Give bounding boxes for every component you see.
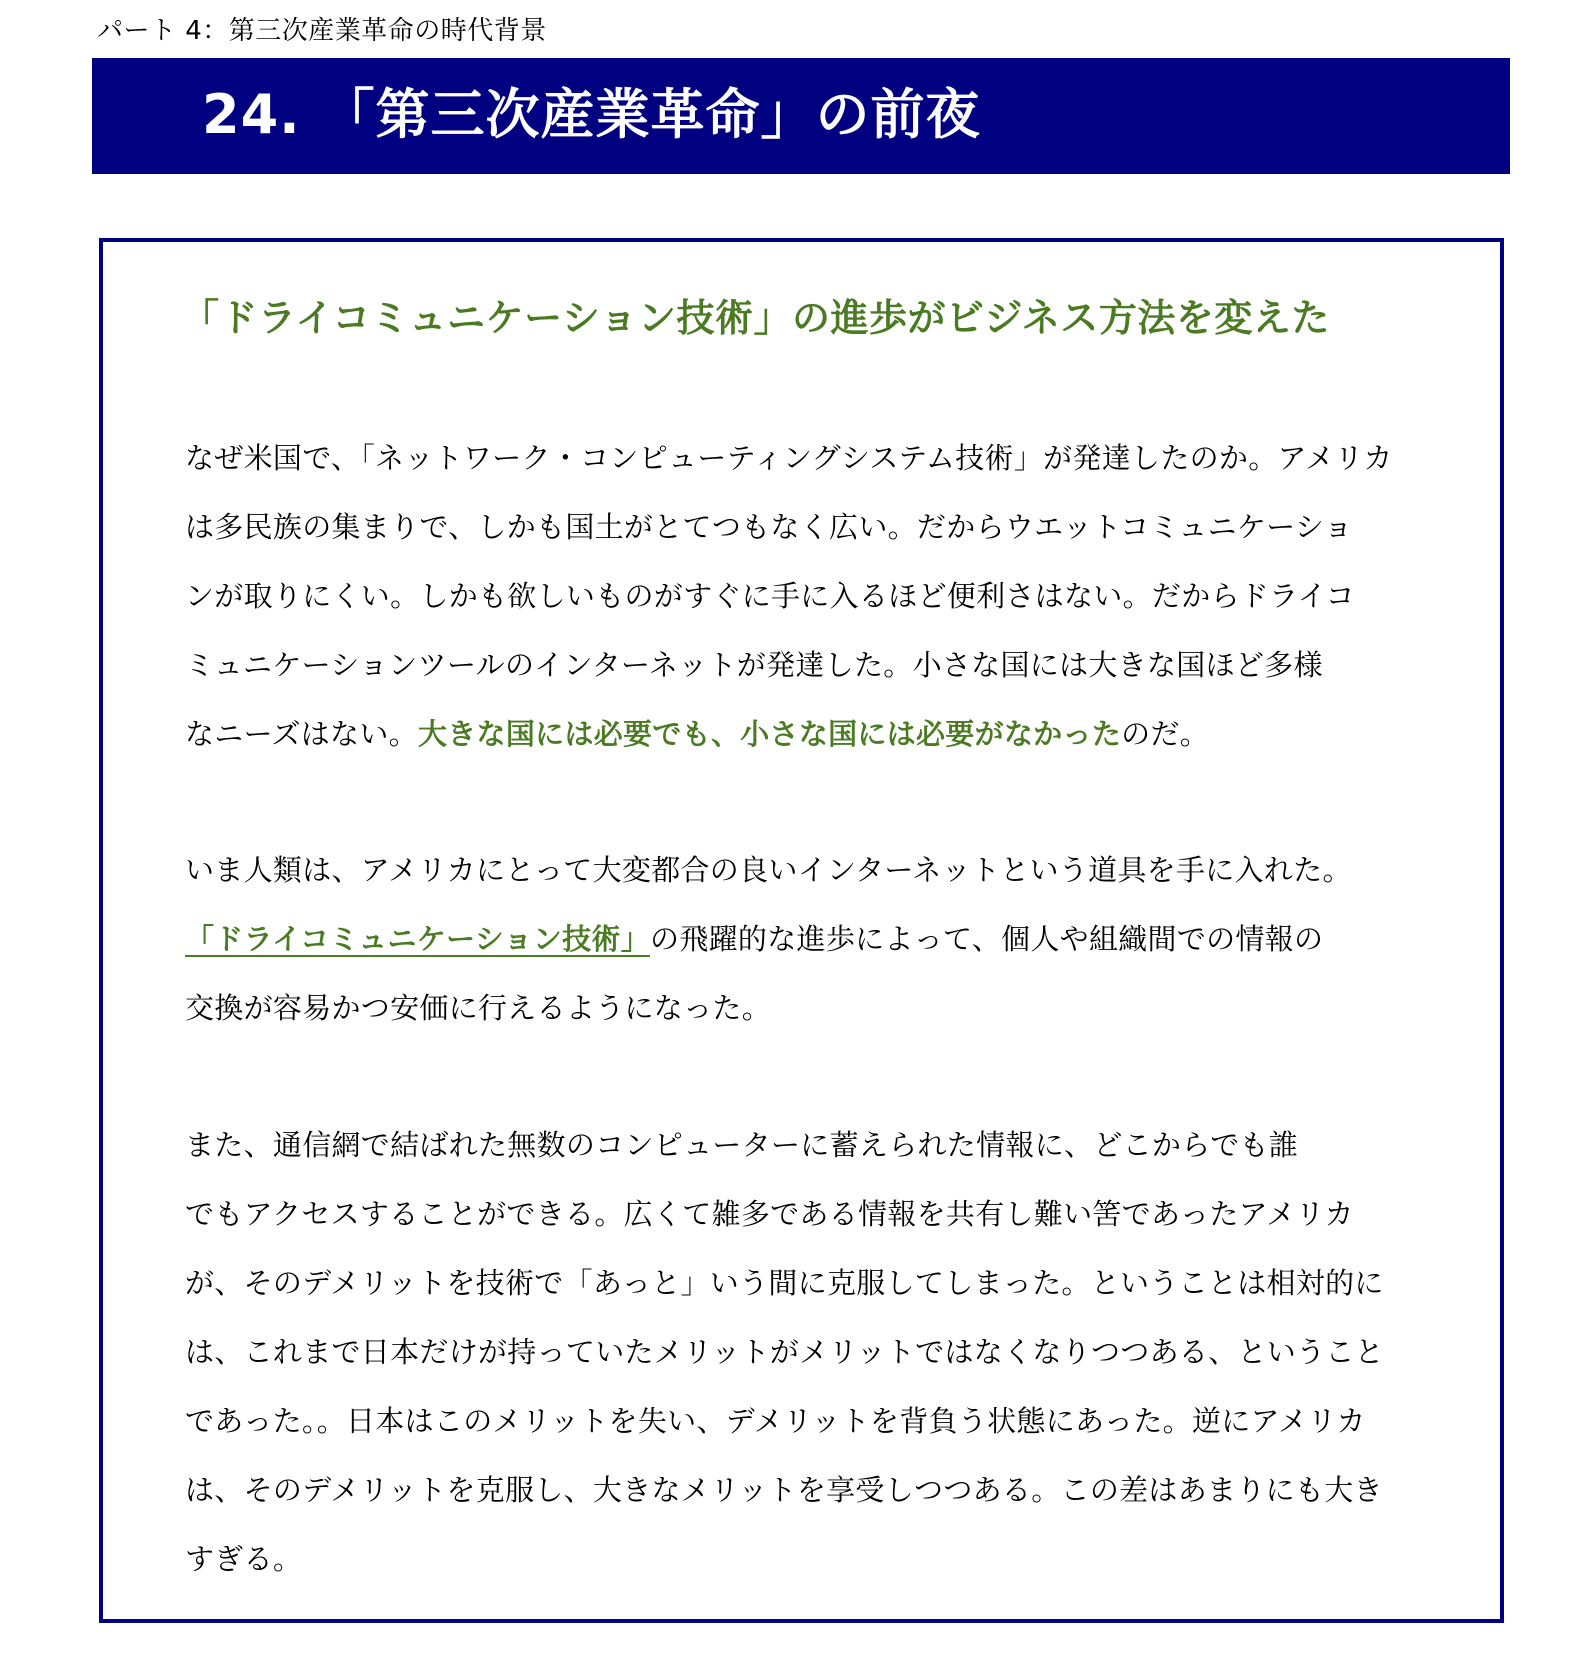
highlight-text: 大きな国には必要でも、小さな国には必要がなかった — [417, 717, 1122, 751]
paragraph-3 — [185, 1111, 1385, 1594]
paragraph-line: は、そのデメリットを克服し、大きなメリットを享受しつつある。この差はあまりにも大き — [185, 1473, 1383, 1507]
paragraph-line: が、そのデメリットを技術で「あっと」いう間に克服してしまった。ということは相対的に — [185, 1266, 1384, 1300]
paragraph-line: ミュニケーションツールのインターネットが発達した。小さな国には大きな国ほど多様 — [185, 648, 1323, 682]
paragraph-line: であった。。日本はこのメリットを失い、デメリットを背負う状態にあった。逆にアメリカ — [185, 1404, 1366, 1438]
paragraph-line — [185, 700, 1385, 769]
section-subtitle: 「ドライコミュニケーション技術」の進歩がビジネス方法を変えた — [181, 296, 1330, 340]
page-title: 24. 「第三次産業革命」の前夜 — [202, 83, 981, 146]
content-box — [99, 238, 1504, 1623]
line-suffix: の飛躍的な進歩によって、個人や組織間での情報の — [650, 922, 1324, 956]
paragraph-line: また、通信網で結ばれた無数のコンピューターに蓄えられた情報に、どこからでも誰 — [185, 1128, 1299, 1162]
paragraph-line: 交換が容易かつ安価に行えるようになった。 — [185, 991, 772, 1025]
paragraph-line: ンが取りにくい。しかも欲しいものがすぐに手に入るほど便利さはない。だからドライコ — [185, 579, 1355, 613]
paragraph-line — [185, 905, 1385, 974]
paragraph-line: なぜ米国で、「ネットワーク・コンピューティングシステム技術」が発達したのか。アメリカ — [185, 441, 1393, 475]
paragraph-line: すぎる。 — [185, 1542, 303, 1576]
paragraph-line: いま人類は、アメリカにとって大変都合の良いインターネットという道具を手に入れた。 — [185, 853, 1352, 887]
title-banner — [92, 58, 1510, 174]
line-prefix: なニーズはない。 — [185, 717, 418, 751]
part-label: パート 4：第三次産業革命の時代背景 — [97, 16, 547, 46]
paragraph-1 — [185, 424, 1393, 769]
paragraph-line: は多民族の集まりで、しかも国土がとてつもなく広い。だからウエットコミュニケーショ — [185, 510, 1353, 544]
paragraph-line: でもアクセスすることができる。広くて雑多である情報を共有し難い筈であったアメリカ — [185, 1197, 1354, 1231]
paragraph-2 — [185, 836, 1385, 1043]
dry-communication-link[interactable]: 「ドライコミュニケーション技術」 — [185, 922, 651, 956]
paragraph-line: は、これまで日本だけが持っていたメリットがメリットではなくなりつつある、ということ — [185, 1335, 1384, 1369]
line-suffix: のだ。 — [1121, 717, 1210, 751]
